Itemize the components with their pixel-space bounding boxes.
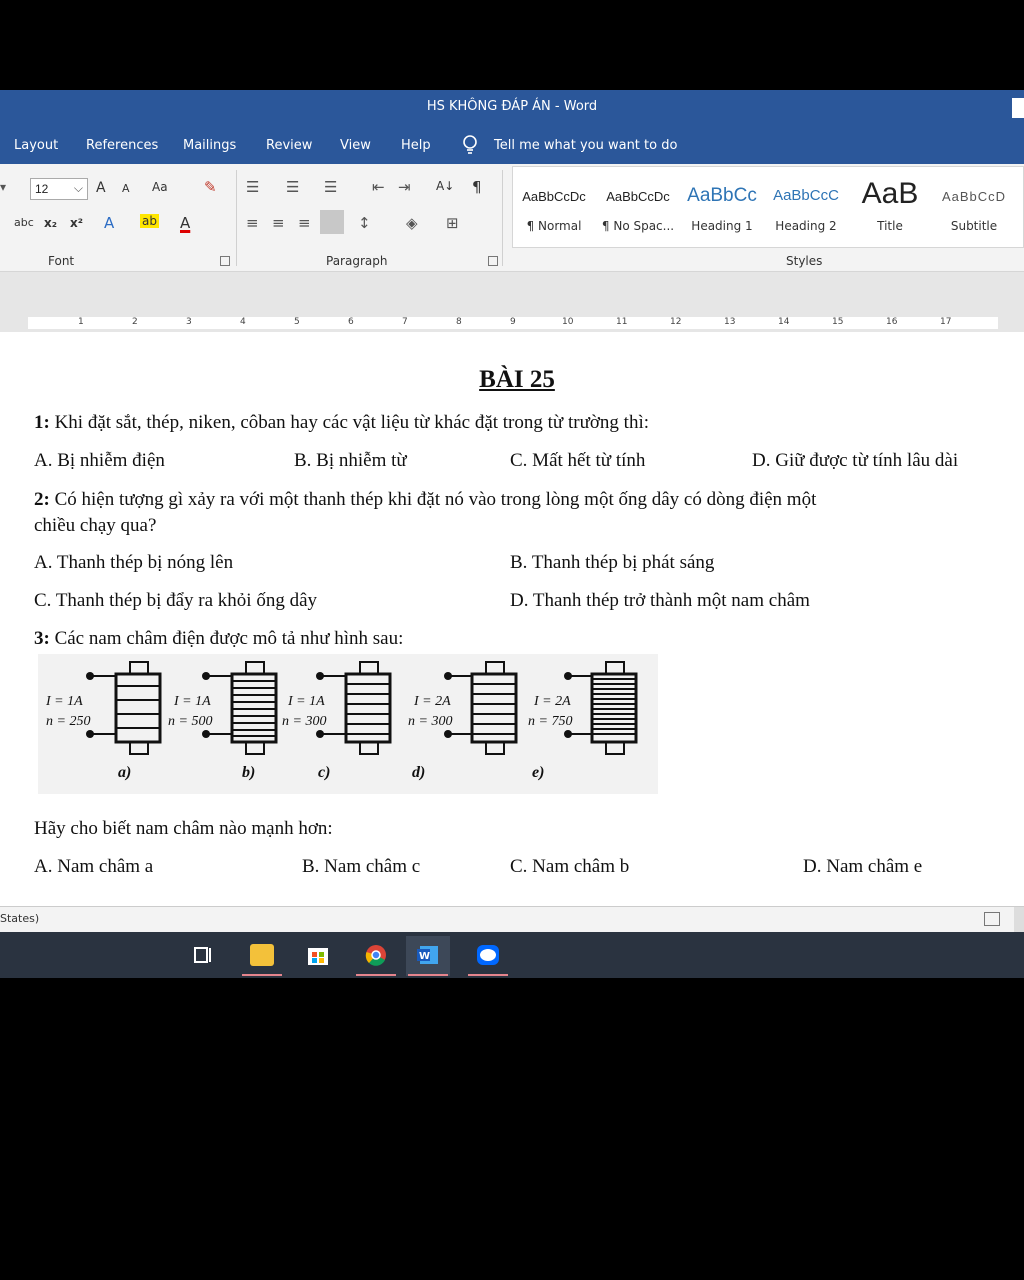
question-3-prompt: Hãy cho biết nam châm nào mạnh hơn: — [34, 818, 333, 839]
ruler-mark: 3 — [186, 317, 192, 327]
superscript-button[interactable]: x² — [70, 216, 83, 230]
borders-icon[interactable]: ⊞ — [446, 214, 459, 232]
magnet-d-caption: d) — [412, 764, 426, 781]
magnet-b-caption: b) — [242, 764, 256, 781]
word-window — [0, 90, 1024, 978]
tell-me-search[interactable]: Tell me what you want to do — [494, 138, 678, 153]
q1-option-d: D. Giữ được từ tính lâu dài — [752, 450, 959, 471]
style-preview: AaBbCcDc — [606, 189, 670, 204]
store-button[interactable] — [296, 936, 340, 976]
document-page[interactable] — [0, 332, 1024, 906]
multilevel-list-icon[interactable]: ☰ — [324, 178, 338, 196]
ruler-mark: 8 — [456, 317, 462, 327]
q2-option-c: C. Thanh thép bị đẩy ra khỏi ống dây — [34, 590, 318, 611]
window-title: HS KHÔNG ĐÁP ÁN - Word — [426, 99, 598, 114]
group-divider — [502, 170, 503, 266]
align-center-icon[interactable]: ≡ — [272, 214, 285, 232]
running-indicator — [356, 974, 396, 976]
document-canvas-top — [0, 272, 1024, 318]
style-title[interactable] — [849, 167, 931, 247]
increase-indent-icon[interactable]: ⇥ — [398, 178, 411, 196]
horizontal-ruler[interactable] — [0, 314, 1024, 332]
paragraph-group-label: Paragraph — [326, 254, 388, 268]
question-text: Có hiện tượng gì xảy ra với một thanh thép khi đặt nó vào trong lòng một ống dây có dòng điện một — [49, 489, 817, 510]
scrollbar[interactable] — [1014, 907, 1024, 933]
chevron-down-icon: ⌵ — [73, 181, 83, 195]
ruler-mark: 11 — [616, 317, 628, 327]
style-heading-1[interactable] — [681, 167, 763, 247]
tab-layout[interactable]: Layout — [14, 138, 59, 153]
ribbon — [0, 164, 1024, 272]
font-name-dropdown-arrow[interactable]: ▾ — [0, 180, 7, 194]
styles-gallery — [512, 166, 1024, 248]
tab-review[interactable]: Review — [266, 138, 313, 153]
magnet-a-caption: a) — [118, 764, 132, 781]
subscript-button[interactable]: x₂ — [44, 216, 57, 230]
q3-option-c: C. Nam châm b — [510, 856, 630, 877]
chrome-icon — [364, 944, 388, 966]
highlight-button[interactable]: ab — [142, 214, 157, 228]
justify-icon[interactable] — [320, 210, 344, 234]
magnet-b-current: I = 1A — [174, 694, 211, 709]
ruler-track — [28, 317, 998, 329]
question-number: 1: — [34, 412, 50, 433]
ruler-mark: 5 — [294, 317, 300, 327]
font-group-label: Font — [48, 254, 75, 268]
tab-references[interactable]: References — [86, 138, 159, 153]
magnet-d-current: I = 2A — [414, 694, 451, 709]
running-indicator — [468, 974, 508, 976]
shading-icon[interactable]: ◈ — [406, 214, 418, 232]
style-heading-2[interactable] — [765, 167, 847, 247]
word-icon — [416, 944, 440, 966]
taskbar — [0, 932, 1024, 978]
question-text: Các nam châm điện được mô tả như hình sau: — [49, 628, 404, 649]
tab-mailings[interactable]: Mailings — [183, 138, 237, 153]
q3-option-b: B. Nam châm c — [302, 856, 421, 877]
ribbon-tabs — [0, 126, 1024, 164]
style-label: ¶ Normal — [526, 219, 582, 233]
style-label: Heading 2 — [775, 219, 837, 233]
chrome-button[interactable] — [354, 936, 398, 976]
magnet-e-caption: e) — [532, 764, 545, 781]
style-label: ¶ No Spac... — [601, 219, 675, 233]
word-button[interactable] — [406, 936, 450, 976]
question-1 — [34, 412, 649, 434]
align-right-icon[interactable]: ≡ — [298, 214, 311, 232]
electromagnet-figure — [38, 654, 658, 794]
window-control[interactable] — [1012, 98, 1024, 118]
title-bar — [0, 90, 1024, 126]
style-label: Title — [877, 219, 903, 233]
style-preview: AaB — [861, 177, 919, 210]
change-case-button[interactable]: Aa — [152, 180, 168, 194]
text-effects-button[interactable]: A — [104, 214, 115, 232]
magnet-b-turns: n = 500 — [168, 714, 213, 729]
style-label: Heading 1 — [691, 219, 753, 233]
status-bar — [0, 906, 1024, 932]
sort-button[interactable]: A↓ — [436, 179, 455, 193]
question-number: 2: — [34, 489, 50, 510]
q1-option-a: A. Bị nhiễm điện — [34, 450, 165, 471]
task-view-button[interactable] — [182, 936, 226, 976]
question-3 — [34, 628, 403, 650]
ruler-mark: 9 — [510, 317, 516, 327]
running-indicator — [408, 974, 448, 976]
running-indicator — [242, 974, 282, 976]
magnet-e-turns: n = 750 — [528, 714, 573, 729]
status-language[interactable]: States) — [0, 912, 40, 925]
clear-format-icon[interactable]: ✎ — [204, 178, 217, 196]
strikethrough-button[interactable]: abc — [14, 216, 34, 229]
ruler-mark: 16 — [886, 317, 898, 327]
font-size-dropdown[interactable] — [30, 178, 88, 200]
zalo-icon — [476, 944, 500, 966]
style-normal[interactable] — [513, 167, 595, 247]
font-color-button[interactable]: A — [180, 214, 191, 232]
ruler-mark: 7 — [402, 317, 408, 327]
font-dialog-launcher[interactable] — [220, 256, 230, 266]
magnet-c-turns: n = 300 — [282, 714, 327, 729]
decrease-indent-icon[interactable]: ⇤ — [372, 178, 385, 196]
question-2 — [34, 489, 816, 511]
task-view-icon — [192, 944, 216, 966]
bullets-icon[interactable]: ☰ — [246, 178, 260, 196]
ruler-mark: 14 — [778, 317, 790, 327]
q1-option-c: C. Mất hết từ tính — [510, 450, 646, 471]
q2-option-d: D. Thanh thép trở thành một nam châm — [510, 590, 810, 611]
style-preview: AaBbCc — [687, 185, 757, 206]
q3-option-a: A. Nam châm a — [34, 856, 154, 877]
store-icon — [306, 944, 330, 966]
style-preview: AaBbCcD — [941, 189, 1007, 204]
style-subtitle[interactable] — [933, 167, 1015, 247]
magnet-e-current: I = 2A — [534, 694, 571, 709]
question-2-continued: chiều chạy qua? — [34, 515, 157, 536]
ruler-mark: 1 — [78, 317, 84, 327]
zalo-button[interactable] — [466, 936, 510, 976]
question-number: 3: — [34, 628, 50, 649]
style-label: Subtitle — [950, 219, 998, 233]
file-explorer-button[interactable] — [240, 936, 284, 976]
line-spacing-icon[interactable]: ↕ — [358, 214, 371, 232]
style-no-spacing[interactable] — [597, 167, 679, 247]
q3-option-d: D. Nam châm e — [803, 856, 923, 877]
ruler-mark: 2 — [132, 317, 138, 327]
q2-option-b: B. Thanh thép bị phát sáng — [510, 552, 715, 573]
ruler-mark: 10 — [562, 317, 574, 327]
lightbulb-icon[interactable] — [462, 135, 478, 155]
align-left-icon[interactable]: ≡ — [246, 214, 259, 232]
document-title: BÀI 25 — [479, 366, 555, 393]
numbering-icon[interactable]: ☰ — [286, 178, 300, 196]
grow-font-button[interactable]: A — [96, 180, 106, 196]
font-size-value: 12 — [35, 182, 49, 196]
folder-icon — [250, 944, 274, 966]
ruler-mark: 13 — [724, 317, 736, 327]
ruler-mark: 17 — [940, 317, 952, 327]
read-mode-icon[interactable] — [984, 912, 1000, 926]
group-divider — [236, 170, 237, 266]
magnet-c-current: I = 1A — [288, 694, 325, 709]
tab-view[interactable]: View — [340, 138, 371, 153]
ruler-mark: 6 — [348, 317, 354, 327]
style-preview: AaBbCcDc — [522, 189, 586, 204]
tab-help[interactable]: Help — [401, 138, 431, 153]
q1-option-b: B. Bị nhiễm từ — [294, 450, 407, 471]
paragraph-dialog-launcher[interactable] — [488, 256, 498, 266]
magnet-a-turns: n = 250 — [46, 714, 91, 729]
question-text: Khi đặt sắt, thép, niken, côban hay các vật liệu từ khác đặt trong từ trường thì: — [49, 412, 649, 433]
ruler-mark: 12 — [670, 317, 682, 327]
magnet-d-turns: n = 300 — [408, 714, 453, 729]
ruler-mark: 4 — [240, 317, 246, 327]
style-preview: AaBbCcC — [773, 187, 839, 204]
magnet-c-caption: c) — [318, 764, 331, 781]
show-formatting-button[interactable]: ¶ — [472, 178, 482, 196]
styles-group-label: Styles — [786, 254, 823, 268]
magnet-a-current: I = 1A — [46, 694, 83, 709]
q2-option-a: A. Thanh thép bị nóng lên — [34, 552, 234, 573]
shrink-font-button[interactable]: A — [122, 182, 130, 195]
svg-text:W: W — [419, 951, 431, 962]
ruler-mark: 15 — [832, 317, 844, 327]
